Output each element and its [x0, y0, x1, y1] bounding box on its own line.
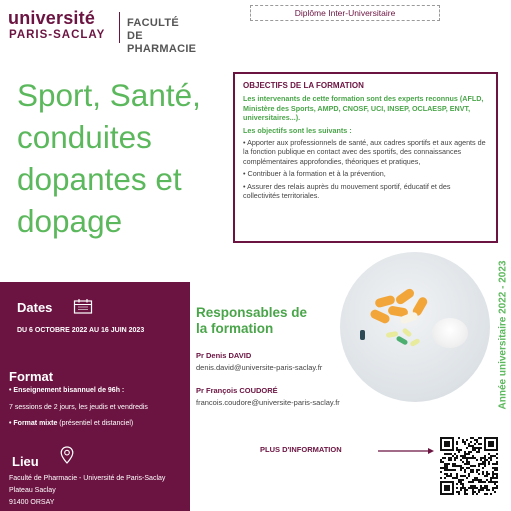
responsables-heading: [196, 305, 307, 337]
academic-year-vertical: [495, 250, 511, 420]
objectifs-item: • Apporter aux professionnels de santé, aux cadres sportifs et aux agents de la fonction publique en contact avec des sportifs, des connaissances complémentaires approfondies, théoriques et pratiques,: [243, 138, 486, 166]
format-mixte-detail: (présentiel et distanciel): [57, 420, 134, 427]
qr-code-icon[interactable]: [440, 437, 498, 495]
logo-faculte-line1: FACULTÉ DE: [127, 17, 180, 42]
pills-photo: [340, 252, 490, 402]
white-powder: [432, 318, 468, 348]
title-line-3: dopantes et: [17, 161, 182, 197]
responsables-heading-line2: la formation: [196, 321, 274, 336]
calendar-icon: [73, 298, 93, 314]
responsable-name: Pr François COUDORÉ: [196, 386, 278, 395]
location-pin-icon: [60, 446, 74, 464]
format-heading: Format: [9, 369, 54, 384]
university-logo: [8, 8, 198, 55]
arrow-right-icon: [378, 448, 434, 454]
objectifs-intro: Les intervenants de cette formation sont des experts reconnus (AFLD, Ministère des Sports, AMPD, CNOSF, UCI, INSEP, OCLAESP, ENVT, universitaires...).: [243, 94, 484, 123]
objectifs-subheading: Les objectifs sont les suivants :: [243, 125, 352, 135]
responsables-heading-line1: Responsables de: [196, 305, 308, 320]
academic-year-text: Année universitaire 2022 - 2023: [497, 260, 509, 410]
logo-faculte-line2: PHARMACIE: [127, 43, 197, 55]
format-mixte-label: • Format mixte: [9, 420, 58, 427]
responsable-email[interactable]: francois.coudore@universite-paris-saclay.fr: [196, 398, 340, 407]
pill-dark: [360, 330, 365, 340]
responsable-name: Pr Denis DAVID: [196, 351, 252, 360]
more-info-label: PLUS D'INFORMATION: [260, 445, 342, 454]
objectifs-item: • Assurer des relais auprès du mouvement sportif, éducatif et des collectivités territoriales.: [243, 181, 451, 201]
logo-faculte-text: [127, 17, 198, 56]
dates-range: DU 6 OCTOBRE 2022 AU 16 JUIN 2023: [17, 327, 145, 334]
capsule-orange: [394, 287, 416, 306]
lieu-line-3: 91400 ORSAY: [9, 499, 55, 506]
tablet-yellow: [409, 338, 420, 347]
objectifs-heading: OBJECTIFS DE LA FORMATION: [243, 81, 364, 90]
responsable-email[interactable]: denis.david@universite-paris-saclay.fr: [196, 363, 323, 372]
format-line-3: [9, 418, 133, 430]
diploma-type-label: Diplôme Inter-Universitaire: [250, 5, 440, 21]
title-line-1: Sport, Santé,: [17, 77, 201, 113]
objectifs-box: [233, 72, 498, 243]
lieu-line-2: Plateau Saclay: [9, 487, 56, 494]
format-line-2: 7 sessions de 2 jours, les jeudis et vendredis: [9, 404, 148, 411]
objectifs-item: • Contribuer à la formation et à la prévention,: [243, 169, 386, 179]
logo-paris-saclay-text: PARIS-SACLAY: [9, 29, 106, 41]
logo-separator: [119, 12, 120, 43]
tablet-yellow: [402, 327, 413, 337]
format-line-1: • Enseignement bisannuel de 96h :: [9, 387, 125, 394]
logo-universite-text: université: [8, 8, 96, 28]
lieu-line-1: Faculté de Pharmacie - Université de Paris-Saclay: [9, 475, 166, 482]
title-line-4: dopage: [17, 203, 123, 239]
title-line-2: conduites: [17, 119, 152, 155]
page-title: [17, 74, 227, 242]
capsule-green: [396, 335, 409, 345]
dates-heading: Dates: [17, 300, 53, 315]
lieu-heading: Lieu: [12, 454, 39, 469]
